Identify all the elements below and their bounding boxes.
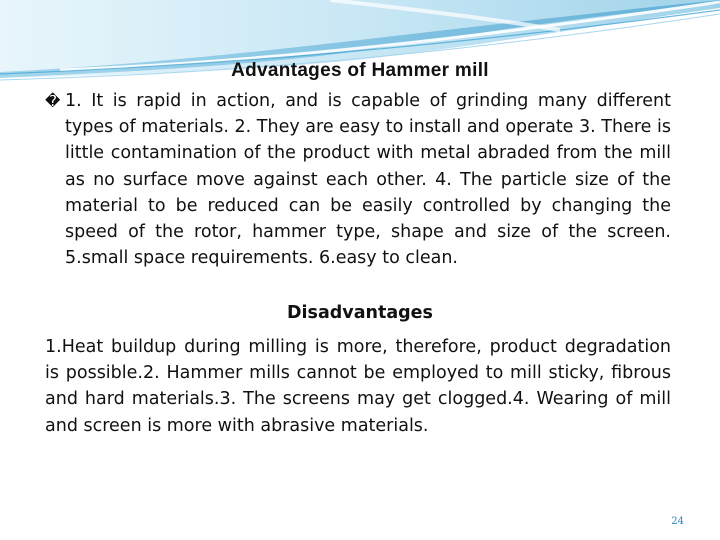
disadvantages-paragraph: 1.Heat buildup during milling is more, therefore, product degradation is possible.2. Hammer mills cannot be employed to mill sticky, fibrous and hard materials.3. The screens may get clogged.4. Wearing of mill and screen is more with abrasive materials. [45, 337, 671, 436]
bullet-replacement-icon: � [45, 92, 61, 110]
advantages-text: 1. It is rapid in action, and is capable of grinding many different types of materials. 2. They are easy to install and operate 3. There is little contamination of the product with metal abraded from the mill as no surface move against each other. 4. The particle size of the material to be reduced can be easily controlled by changing the speed of the rotor, hammer type, shape and size of the screen. 5.small space requirements. 6.easy to clean. [65, 91, 671, 269]
slide-title: Advantages of Hammer mill [231, 60, 489, 81]
disadvantages-heading [0, 303, 720, 323]
advantages-paragraph [45, 88, 671, 271]
advantages-section [45, 88, 671, 271]
disadvantages-heading-text: Disadvantages [287, 303, 433, 323]
disadvantages-section [45, 334, 671, 439]
page-number: 24 [671, 516, 684, 527]
